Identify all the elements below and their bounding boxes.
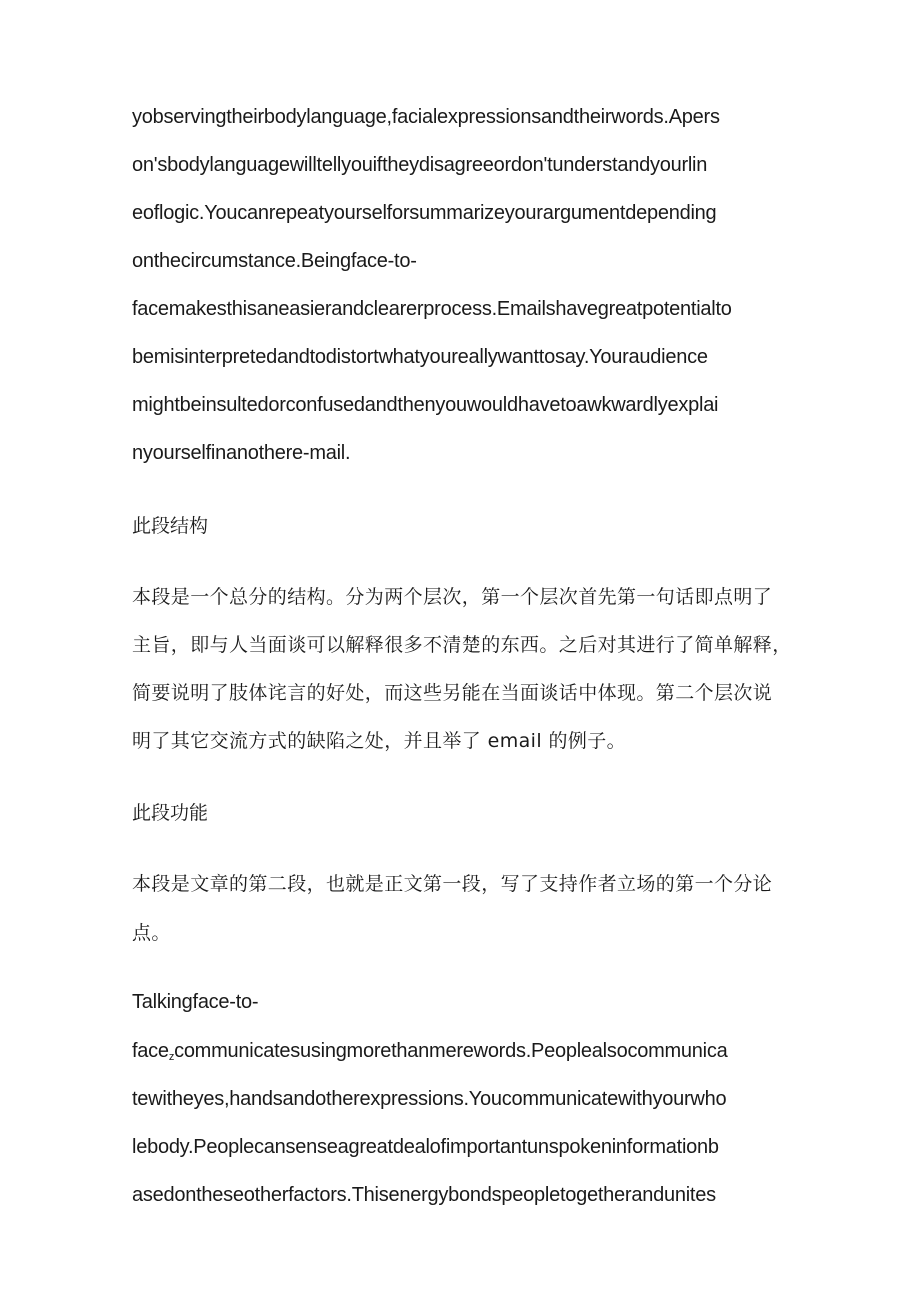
paragraph2-line-2-prefix: face <box>132 1040 169 1062</box>
paragraph1-line-4: onthecircumstance.Beingface-to- <box>132 250 417 272</box>
paragraph1-line-6: bemisinterpretedandtodistortwhatyoureallywanttosay.Youraudience <box>132 346 708 368</box>
paragraph2-line-2-subscript: z <box>168 1051 175 1063</box>
function-line-2: 点。 <box>132 922 171 944</box>
paragraph1-line-1: yobservingtheirbodylanguage,facialexpressionsandtheirwords.Apers <box>132 106 720 128</box>
paragraph1-line-8: nyourselfinanothere-mail. <box>132 442 351 464</box>
paragraph1-line-2: on'sbodylanguagewilltellyouiftheydisagreeordon'tunderstandyourlin <box>132 154 708 176</box>
section-function-heading: 此段功能 <box>132 802 209 824</box>
paragraph2-line-2-rest: communicatesusingmorethanmerewords.Peoplealsocommunica <box>174 1040 728 1062</box>
section-structure-heading: 此段结构 <box>132 515 209 537</box>
paragraph2-line-5: asedontheseotherfactors.Thisenergybondspeopletogetherandunites <box>132 1184 716 1206</box>
structure-line-2: 主旨，即与人当面谈可以解释很多不清楚的东西。之后对其进行了简单解释， <box>132 634 792 656</box>
paragraph1-line-5: facemakesthisaneasierandclearerprocess.Emailshavegreatpotentialto <box>132 298 732 320</box>
structure-line-1: 本段是一个总分的结构。分为两个层次，第一个层次首先第一句话即点明了 <box>132 586 773 608</box>
paragraph1-line-7: mightbeinsultedorconfusedandthenyouwouldhavetoawkwardlyexplai <box>132 394 719 416</box>
structure-line-4: 明了其它交流方式的缺陷之处，并且举了 email 的例子。 <box>132 730 627 752</box>
paragraph1-line-3: eoflogic.Youcanrepeatyourselforsummarizeyourargumentdepending <box>132 202 717 224</box>
paragraph2-line-1: Talkingface-to- <box>132 991 259 1013</box>
paragraph2-line-3: tewitheyes,handsandotherexpressions.Youcommunicatewithyourwho <box>132 1088 727 1110</box>
paragraph2-line-2 <box>132 1040 728 1063</box>
paragraph2-line-4: lebody.Peoplecansenseagreatdealofimportantunspokeninformationb <box>132 1136 719 1158</box>
function-line-1: 本段是文章的第二段，也就是正文第一段，写了支持作者立场的第一个分论 <box>132 873 773 895</box>
structure-line-3: 简要说明了肢体诧言的好处，而这些另能在当面谈话中体现。第二个层次说 <box>132 682 773 704</box>
